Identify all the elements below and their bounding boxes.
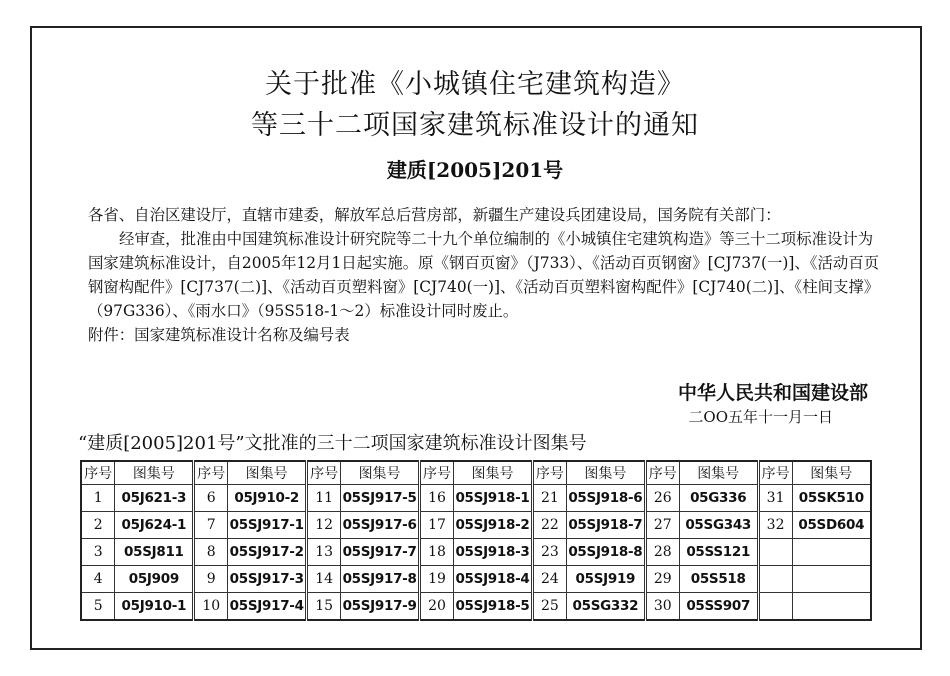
atlas-code-cell: 05SJ918-6 <box>566 485 645 512</box>
atlas-code-cell: 05SJ917-1 <box>228 512 307 539</box>
atlas-code-cell: 05SJ811 <box>115 539 194 566</box>
seq-cell <box>758 593 792 621</box>
document-number: 建质[2005]201号 <box>386 158 564 182</box>
seq-cell: 3 <box>81 539 115 566</box>
atlas-code-cell: 05SJ919 <box>566 566 645 593</box>
issue-date: 二OO五年十一月一日 <box>688 408 833 426</box>
atlas-code-cell <box>792 566 871 593</box>
atlas-code-cell: 05SJ917-4 <box>228 593 307 621</box>
atlas-code-cell: 05SJ918-7 <box>566 512 645 539</box>
seq-cell <box>758 566 792 593</box>
atlas-code-cell: 05SG343 <box>679 512 758 539</box>
atlas-code-cell: 05J624-1 <box>115 512 194 539</box>
atlas-code-cell: 05SJ917-9 <box>341 593 420 621</box>
header-seq: 序号 <box>532 461 566 485</box>
atlas-code-cell: 05SJ917-6 <box>341 512 420 539</box>
header-seq: 序号 <box>645 461 679 485</box>
table-row <box>81 566 871 593</box>
seq-cell: 30 <box>645 593 679 621</box>
salutation: 各省、自治区建设厅，直辖市建委，解放军总后营房部，新疆生产建设兵团建设局，国务院有关部门： <box>88 206 781 224</box>
seq-cell: 1 <box>81 485 115 512</box>
table-caption: “建质[2005]201号”文批准的三十二项国家建筑标准设计图集号 <box>78 433 587 454</box>
seq-cell: 10 <box>194 593 228 621</box>
seq-cell: 19 <box>420 566 454 593</box>
atlas-code-cell: 05SJ917-7 <box>341 539 420 566</box>
atlas-code-cell: 05J910-2 <box>228 485 307 512</box>
header-code: 图集号 <box>679 461 758 485</box>
seq-cell: 26 <box>645 485 679 512</box>
seq-cell: 6 <box>194 485 228 512</box>
seq-cell: 24 <box>532 566 566 593</box>
notice-title-line1: 关于批准《小城镇住宅建筑构造》 <box>265 69 685 100</box>
notice-title-line2: 等三十二项国家建筑标准设计的通知 <box>251 110 699 141</box>
seq-cell: 22 <box>532 512 566 539</box>
atlas-code-cell <box>792 539 871 566</box>
seq-cell: 5 <box>81 593 115 621</box>
atlas-code-cell: 05SJ918-4 <box>453 566 532 593</box>
atlas-code-cell: 05J910-1 <box>115 593 194 621</box>
seq-cell: 18 <box>420 539 454 566</box>
seq-cell: 7 <box>194 512 228 539</box>
atlas-code-cell: 05SJ918-8 <box>566 539 645 566</box>
atlas-code-cell: 05SJ918-5 <box>453 593 532 621</box>
seq-cell: 4 <box>81 566 115 593</box>
seq-cell: 16 <box>420 485 454 512</box>
atlas-code-cell: 05SJ917-8 <box>341 566 420 593</box>
atlas-code-cell: 05J621-3 <box>115 485 194 512</box>
atlas-code-cell: 05SG332 <box>566 593 645 621</box>
atlas-code-cell: 05SS121 <box>679 539 758 566</box>
seq-cell: 17 <box>420 512 454 539</box>
seq-cell: 29 <box>645 566 679 593</box>
header-code: 图集号 <box>453 461 532 485</box>
header-seq: 序号 <box>307 461 341 485</box>
header-seq: 序号 <box>420 461 454 485</box>
table-row <box>81 539 871 566</box>
atlas-code-cell: 05SJ918-1 <box>453 485 532 512</box>
atlas-number-table <box>80 460 872 621</box>
atlas-code-cell <box>792 593 871 621</box>
attachment-line: 附件：国家建筑标准设计名称及编号表 <box>88 326 350 344</box>
notice-body <box>88 203 888 347</box>
seq-cell: 2 <box>81 512 115 539</box>
seq-cell: 9 <box>194 566 228 593</box>
seq-cell: 15 <box>307 593 341 621</box>
seq-cell: 25 <box>532 593 566 621</box>
header-code: 图集号 <box>228 461 307 485</box>
table-row <box>81 512 871 539</box>
seq-cell: 13 <box>307 539 341 566</box>
seq-cell: 8 <box>194 539 228 566</box>
header-seq: 序号 <box>81 461 115 485</box>
atlas-code-cell: 05SJ917-2 <box>228 539 307 566</box>
atlas-code-cell: 05SS907 <box>679 593 758 621</box>
atlas-code-cell: 05SJ917-3 <box>228 566 307 593</box>
seq-cell: 28 <box>645 539 679 566</box>
header-code: 图集号 <box>792 461 871 485</box>
main-paragraph: 经审查，批准由中国建筑标准设计研究院等二十九个单位编制的《小城镇住宅建筑构造》等三十二项标准设计为国家建筑标准设计，自2005年12月1日起实施。原《钢百页窗》（J733）、《活动百页钢窗》[CJ737(一)]、《活动百页钢窗构配件》[CJ737(二)]、《活动百页塑料窗》[CJ740(一)]、《活动百页塑料窗构配件》[CJ740(二)]、《柱间支撑》（97G336）、《雨水口》（95S518-1～2）标准设计同时废止。 <box>88 230 880 320</box>
header-code: 图集号 <box>115 461 194 485</box>
atlas-code-cell: 05SJ917-5 <box>341 485 420 512</box>
atlas-code-cell: 05SK510 <box>792 485 871 512</box>
seq-cell <box>758 539 792 566</box>
atlas-code-cell: 05SJ918-2 <box>453 512 532 539</box>
header-seq: 序号 <box>758 461 792 485</box>
header-code: 图集号 <box>566 461 645 485</box>
seq-cell: 20 <box>420 593 454 621</box>
atlas-code-cell: 05S518 <box>679 566 758 593</box>
table-row <box>81 485 871 512</box>
seq-cell: 27 <box>645 512 679 539</box>
header-seq: 序号 <box>194 461 228 485</box>
atlas-code-cell: 05SJ918-3 <box>453 539 532 566</box>
atlas-code-cell: 05J909 <box>115 566 194 593</box>
seq-cell: 31 <box>758 485 792 512</box>
table-header-row <box>81 461 871 485</box>
issuer-signature: 中华人民共和国建设部 <box>677 382 868 404</box>
table-row <box>81 593 871 621</box>
seq-cell: 14 <box>307 566 341 593</box>
seq-cell: 32 <box>758 512 792 539</box>
seq-cell: 12 <box>307 512 341 539</box>
header-code: 图集号 <box>341 461 420 485</box>
seq-cell: 21 <box>532 485 566 512</box>
seq-cell: 11 <box>307 485 341 512</box>
atlas-code-cell: 05SD604 <box>792 512 871 539</box>
seq-cell: 23 <box>532 539 566 566</box>
atlas-code-cell: 05G336 <box>679 485 758 512</box>
